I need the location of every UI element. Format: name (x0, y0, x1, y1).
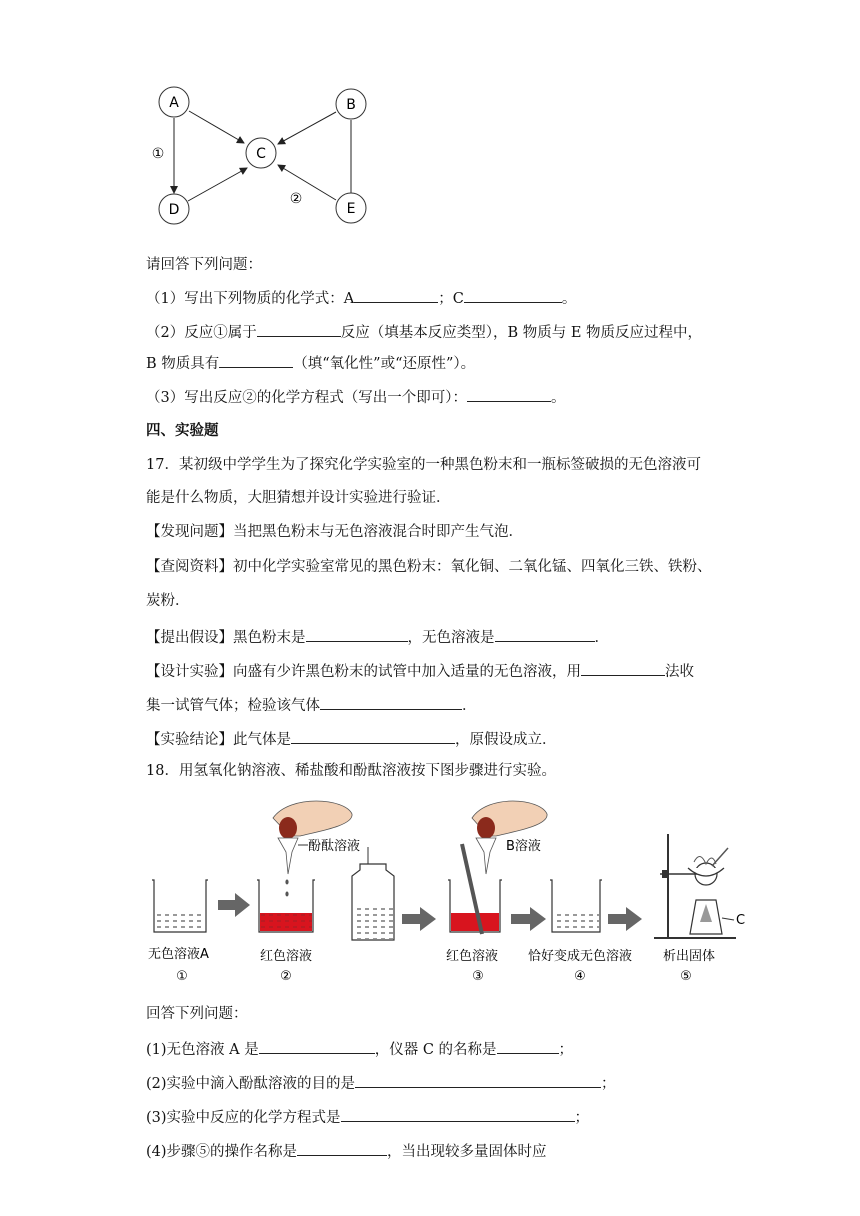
answer-blank-gas[interactable] (291, 728, 455, 744)
arrow-label-2: ② (289, 191, 303, 207)
beaker-1 (152, 880, 208, 932)
answer-blank-a[interactable] (354, 287, 438, 303)
process-arrow-2 (402, 907, 436, 931)
arrow-d-c (188, 168, 247, 201)
q16-part2b: B 物质具有 （填“氧化性”或“还原性”）。 (146, 352, 475, 374)
q18-answer4: (4)步骤⑤的操作名称是 ，当出现较多量固体时应 (146, 1140, 547, 1162)
arrow-e-c (278, 165, 336, 200)
q17-line6: 【提出假设】黑色粉末是 ，无色溶液是 ． (146, 626, 609, 648)
label-c: C (736, 913, 746, 928)
process-arrow-3 (511, 907, 546, 931)
q17-line3: 【发现问题】当把黑色粉末与无色溶液混合时即产生气泡． (146, 524, 523, 540)
step-3: ③ (472, 969, 484, 984)
answer-blank-collection-method[interactable] (581, 660, 665, 676)
q16-part3: （3）写出反应②的化学方程式（写出一个即可）： 。 (146, 386, 565, 408)
node-d (159, 194, 189, 224)
answer-blank-c[interactable] (464, 287, 562, 303)
answer-blank-instrument-c[interactable] (497, 1038, 559, 1054)
svg-text:E: E (346, 201, 356, 217)
node-a (159, 87, 189, 117)
arrow-label-1: ① (151, 146, 165, 162)
beaker-2 (257, 880, 315, 932)
label-b-solution: B溶液 (506, 839, 541, 854)
reaction-diagram (140, 80, 380, 230)
caption-3: 红色溶液 (446, 949, 499, 964)
process-arrow-1 (218, 893, 250, 917)
answer-blank-operation[interactable] (297, 1140, 387, 1156)
q18-intro: 回答下列问题： (146, 1006, 248, 1022)
q17-line7: 【设计实验】向盛有少许黑色粉末的试管中加入适量的无色溶液，用 法收 (146, 660, 694, 682)
q17-line8: 集一试管气体；检验该气体 ． (146, 694, 477, 716)
answer-blank-purpose[interactable] (355, 1072, 601, 1088)
answer-blank-reaction-type[interactable] (257, 321, 341, 337)
answer-blank-black-powder[interactable] (306, 626, 408, 642)
dropper-b-solution (472, 801, 547, 874)
q18-answer3: (3)实验中反应的化学方程式是 ； (146, 1106, 589, 1128)
beaker-4 (550, 880, 602, 932)
caption-5: 析出固体 (663, 949, 716, 964)
answer-blank-solution[interactable] (495, 626, 595, 642)
node-e (336, 193, 366, 223)
caption-4: 恰好变成无色溶液 (528, 949, 633, 964)
answer-blank-gas-test[interactable] (320, 694, 462, 710)
svg-text:D: D (168, 202, 180, 218)
q18-line1: 18．用氢氧化钠溶液、稀盐酸和酚酞溶液按下图步骤进行实验。 (146, 763, 556, 779)
section-title: 四、实验题 (146, 423, 219, 439)
node-b (336, 89, 366, 119)
caption-2: 红色溶液 (260, 949, 313, 964)
svg-text:B: B (346, 97, 356, 113)
q17-line2: 能是什么物质，大胆猜想并设计实验进行验证． (146, 490, 451, 506)
svg-text:C: C (256, 146, 266, 162)
answer-blank-solution-a[interactable] (259, 1038, 375, 1054)
caption-1: 无色溶液A (148, 947, 209, 962)
q18-answer2: (2)实验中滴入酚酞溶液的目的是 ； (146, 1072, 616, 1094)
q16-part1: （1）写出下列物质的化学式：A ；C 。 (146, 287, 576, 309)
label-phenolphthalein: 酚酞溶液 (308, 839, 361, 854)
node-c (246, 138, 276, 168)
answer-blank-equation[interactable] (341, 1106, 575, 1122)
step-2: ② (280, 969, 292, 984)
step-1: ① (176, 969, 188, 984)
step-5: ⑤ (680, 969, 692, 984)
q17-line9: 【实验结论】此气体是 ，原假设成立． (146, 728, 557, 750)
experiment-figure (140, 792, 760, 992)
q17-line4: 【查阅资料】初中化学实验室常见的黑色粉末：氧化铜、二氧化锰、四氧化三铁、铁粉、 (146, 559, 712, 575)
q16-intro: 请回答下列问题： (146, 257, 262, 273)
process-arrow-4 (608, 907, 642, 931)
q17-line5: 炭粉． (146, 593, 190, 609)
answer-blank-property[interactable] (219, 352, 293, 368)
svg-text:A: A (169, 95, 179, 111)
reagent-bottle (352, 847, 394, 940)
q16-part2a: （2）反应①属于 反应（填基本反应类型），B 物质与 E 物质反应过程中， (146, 321, 702, 343)
arrow-a-c (189, 111, 244, 143)
evaporation-apparatus (654, 834, 736, 938)
q17-line1: 17．某初级中学学生为了探究化学实验室的一种黑色粉末和一瓶标签破损的无色溶液可 (146, 457, 701, 473)
arrow-b-c (278, 112, 336, 144)
step-4: ④ (574, 969, 586, 984)
beaker-3 (448, 844, 502, 934)
answer-blank-equation2[interactable] (467, 386, 551, 402)
q18-answer1: (1)无色溶液 A 是 ，仪器 C 的名称是 ； (146, 1038, 573, 1060)
